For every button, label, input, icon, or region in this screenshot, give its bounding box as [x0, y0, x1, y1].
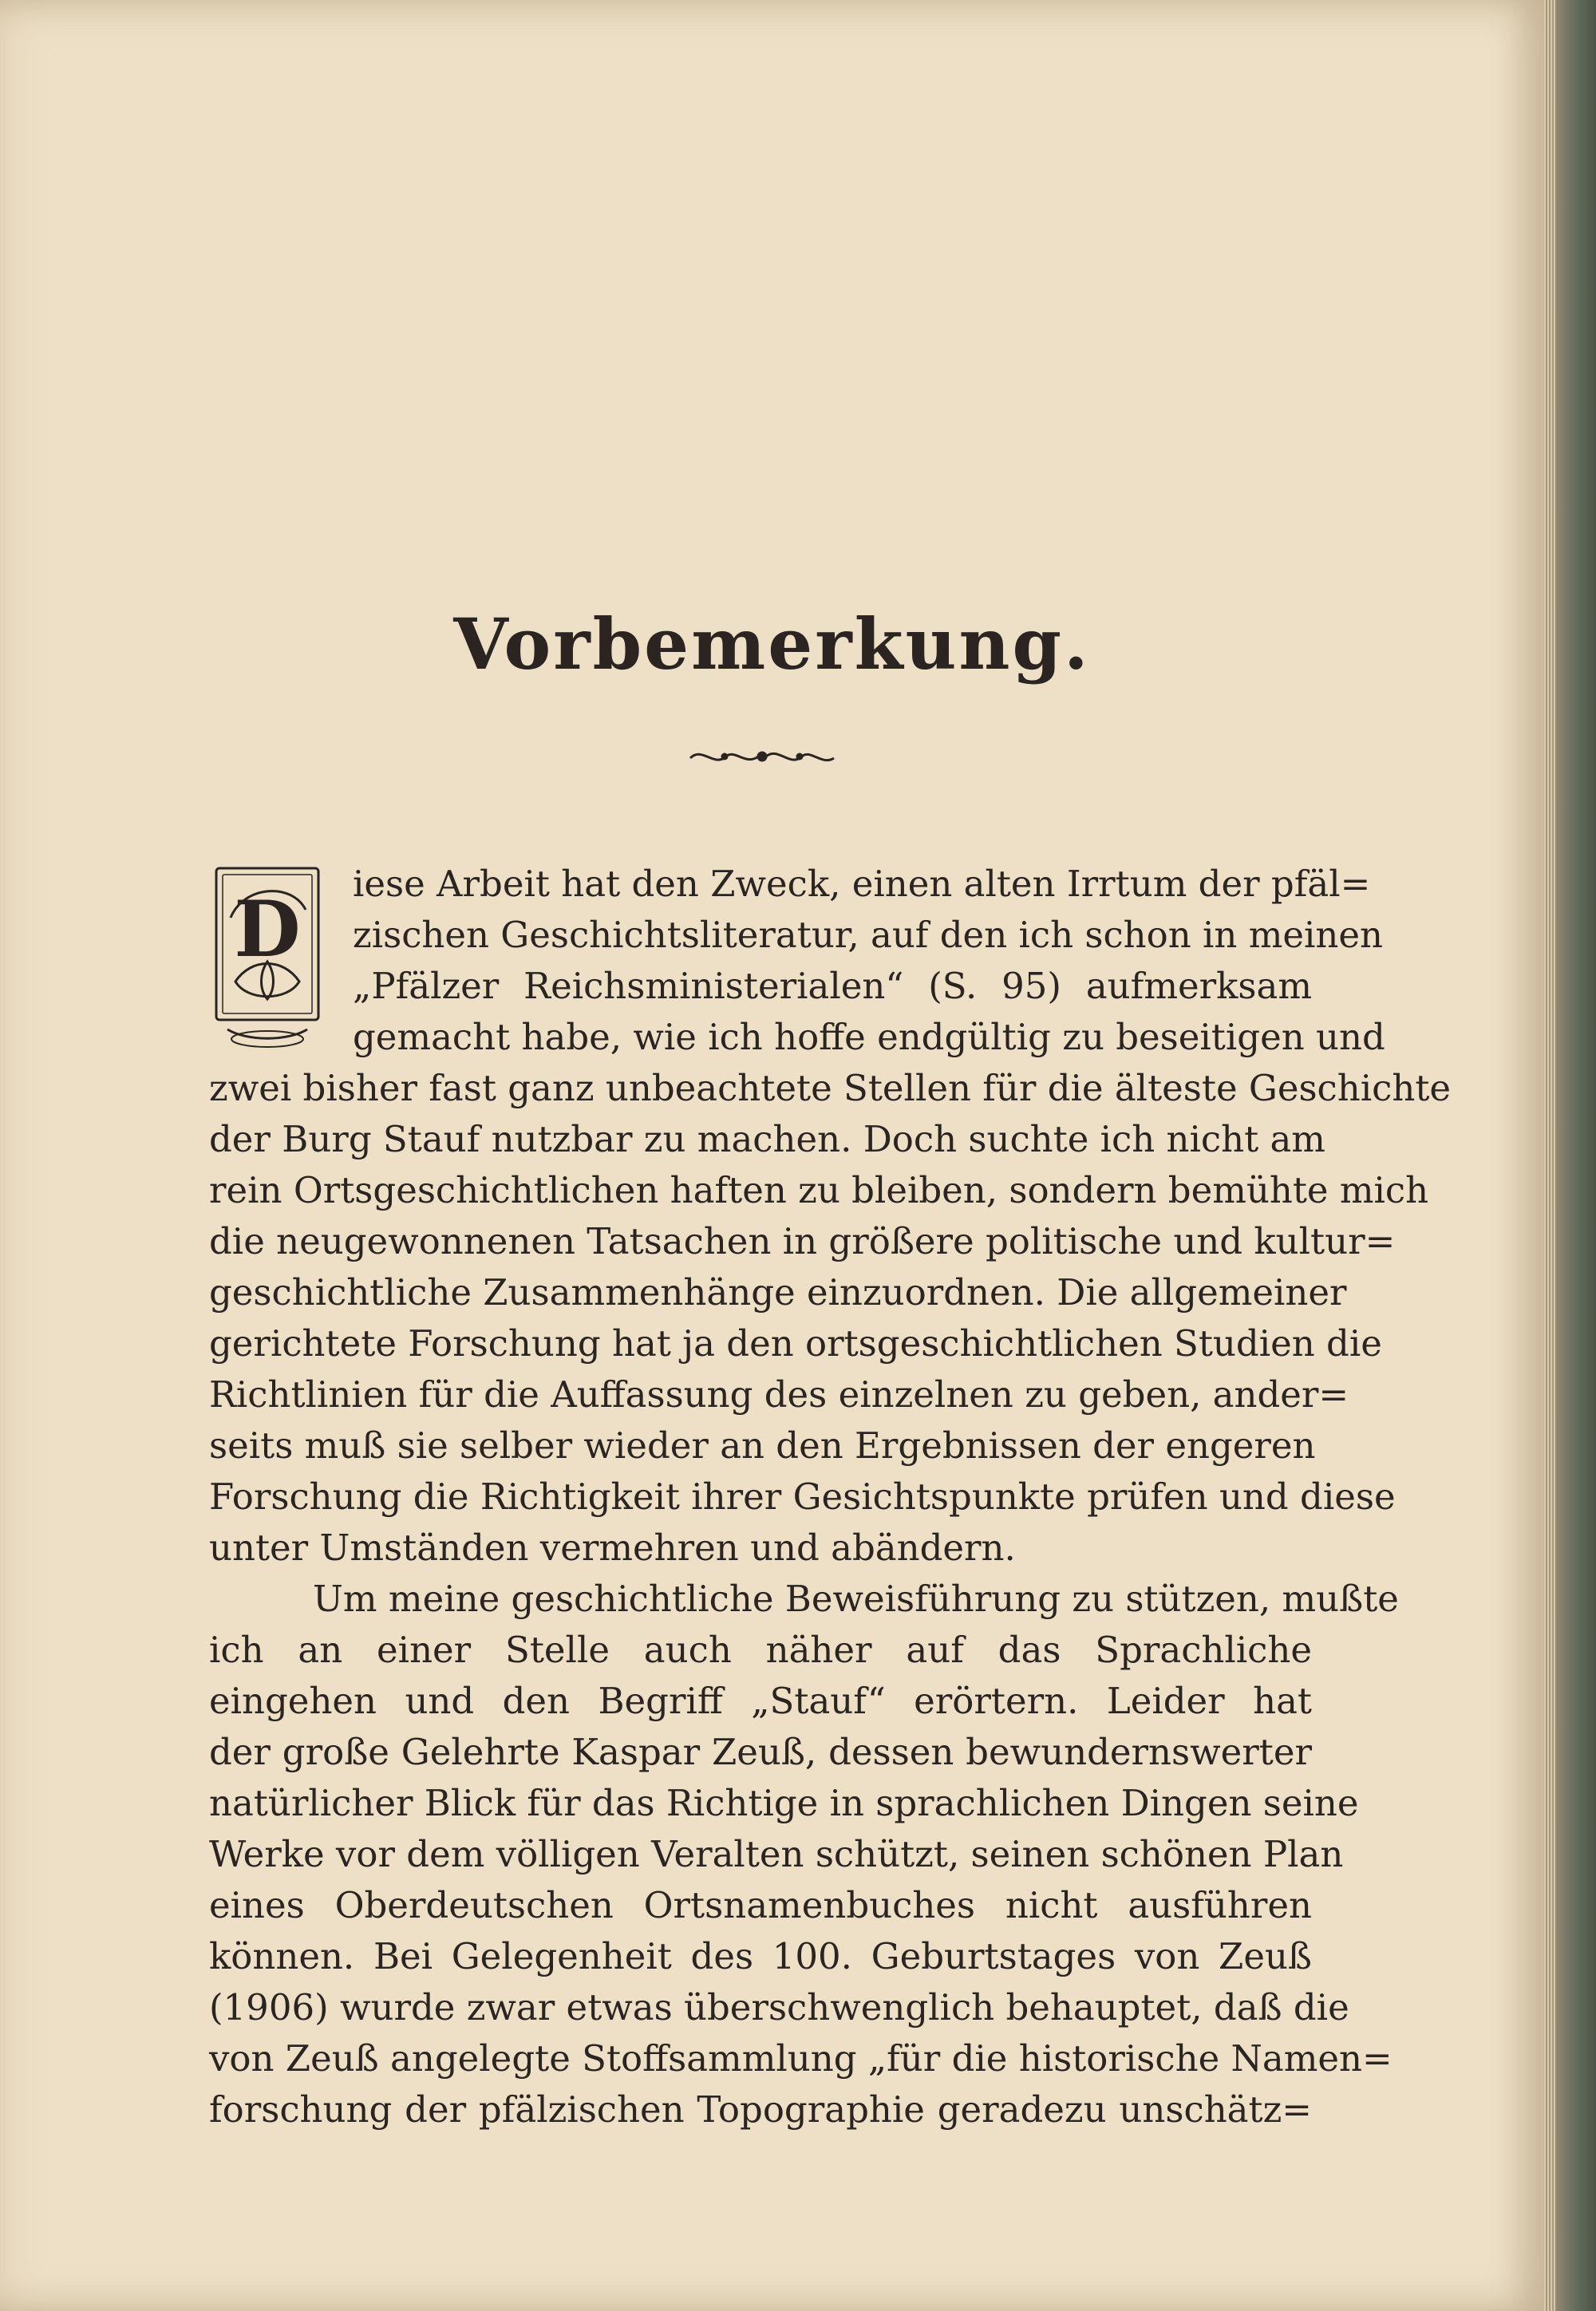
text-line: können. Bei Gelegenheit des 100. Geburtstages von Zeuß	[209, 1935, 1312, 1977]
text-line: von Zeuß angelegte Stoffsammlung „für die historische Namen=	[209, 2037, 1393, 2080]
text-line: gemacht habe, wie ich hoffe endgültig zu beseitigen und	[353, 1016, 1385, 1058]
page-title: Vorbemerkung.	[453, 602, 1091, 685]
text-line: Werke vor dem völligen Veralten schützt, seinen schönen Plan	[209, 1833, 1344, 1875]
text-line: Forschung die Richtigkeit ihrer Gesichtspunkte prüfen und diese	[209, 1475, 1396, 1518]
drop-cap-letter: D	[234, 884, 301, 974]
title-ornament	[686, 742, 838, 771]
text-line: unter Umständen vermehren und abändern.	[209, 1527, 1016, 1569]
text-line: ich an einer Stelle auch näher auf das Sprachliche	[209, 1629, 1312, 1671]
text-line: forschung der pfälzischen Topographie geradezu unschätz=	[209, 2088, 1312, 2131]
body-text	[209, 859, 1452, 2135]
text-line: (1906) wurde zwar etwas überschwenglich behauptet, daß die	[209, 1986, 1349, 2029]
text-line: „Pfälzer Reichsministerialen“ (S. 95) aufmerksam	[353, 965, 1312, 1007]
text-line: eingehen und den Begriff „Stauf“ erörtern. Leider hat	[209, 1680, 1312, 1722]
text-line: Um meine geschichtliche Beweisführung zu stützen, mußte	[313, 1578, 1399, 1620]
text-line: der Burg Stauf nutzbar zu machen. Doch suchte ich nicht am	[209, 1118, 1325, 1160]
text-line: seits muß sie selber wieder an den Ergebnissen der engeren	[209, 1424, 1316, 1467]
text-line: gerichtete Forschung hat ja den ortsgeschichtlichen Studien die	[209, 1322, 1382, 1365]
text-line: zischen Geschichtsliteratur, auf den ich schon in meinen	[353, 914, 1383, 956]
text-line: eines Oberdeutschen Ortsnamenbuches nicht ausführen	[209, 1884, 1312, 1926]
text-line: die neugewonnenen Tatsachen in größere politische und kultur=	[209, 1220, 1396, 1262]
text-line: Richtlinien für die Auffassung des einzelnen zu geben, ander=	[209, 1373, 1349, 1416]
text-line: der große Gelehrte Kaspar Zeuß, dessen bewundernswerter	[209, 1731, 1312, 1773]
text-line: geschichtliche Zusammenhänge einzuordnen. Die allgemeiner	[209, 1271, 1347, 1314]
book-binding-edge	[1544, 0, 1596, 2311]
text-line: iese Arbeit hat den Zweck, einen alten Irrtum der pfäl=	[353, 863, 1371, 905]
text-line: natürlicher Blick für das Richtige in sprachlichen Dingen seine	[209, 1782, 1359, 1824]
text-line: zwei bisher fast ganz unbeachtete Stellen für die älteste Geschichte	[209, 1067, 1452, 1109]
text-line: rein Ortsgeschichtlichen haften zu bleiben, sondern bemühte mich	[209, 1169, 1429, 1211]
